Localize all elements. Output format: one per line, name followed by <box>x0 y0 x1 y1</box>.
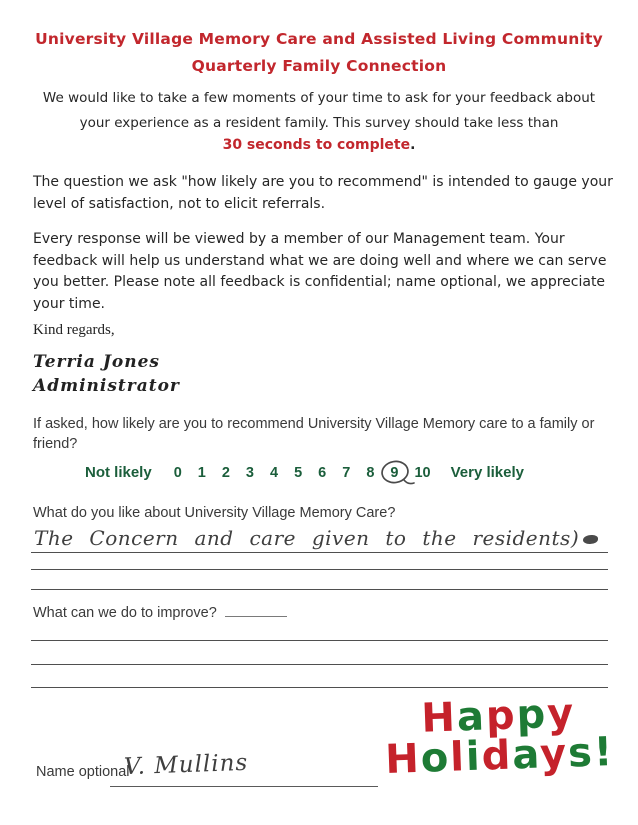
ink-blob <box>583 535 598 544</box>
scale-2: 2 <box>221 464 230 481</box>
answer-rule <box>31 569 608 570</box>
response-paragraph: Every response will be viewed by a member of our Management team. Your feedback will help us understand what we are doing well and where we can serve you better. Please note all feedback is confidential; name optional, we appreciate your time. <box>33 231 607 312</box>
answer-rule <box>31 687 608 688</box>
intro-highlight-text: 30 seconds to complete <box>222 137 411 153</box>
scale-4: 4 <box>270 464 279 481</box>
scale-8: 8 <box>366 464 375 481</box>
pen-circle-icon <box>379 458 415 490</box>
scale-high-label: Very likely <box>450 464 525 481</box>
holiday-letter: ! <box>593 729 615 776</box>
page-subtitle: Quarterly Family Connection <box>191 57 447 75</box>
holiday-letter: o <box>419 734 452 782</box>
holiday-letter: H <box>420 694 458 742</box>
improve-short-blank <box>225 603 287 617</box>
holiday-letter: d <box>480 732 514 780</box>
answer-rule <box>31 640 608 641</box>
scale-9-number: 9 <box>390 464 399 481</box>
scale-low-label: Not likely <box>85 464 152 481</box>
rating-scale <box>85 464 524 481</box>
holiday-letter: p <box>485 692 518 740</box>
scale-5: 5 <box>294 464 303 481</box>
name-signature: V. Mullins <box>123 749 249 781</box>
administrator-title: Administrator <box>33 376 180 396</box>
intro-paragraph: We would like to take a few moments of your time to ask for your feedback about your experience as a resident family. This survey should take less than <box>42 90 596 131</box>
answer-rule <box>31 589 608 590</box>
happy-holidays-art <box>367 689 632 782</box>
holiday-letter: p <box>515 691 548 739</box>
holiday-letter: l <box>449 734 467 781</box>
name-optional-label: Name optional <box>36 764 130 780</box>
improve-question-text: What can we do to improve? <box>33 605 217 621</box>
name-rule <box>110 786 378 787</box>
scale-6: 6 <box>318 464 327 481</box>
intro-highlight <box>0 137 638 153</box>
improve-question <box>33 603 287 623</box>
scale-3: 3 <box>245 464 254 481</box>
holiday-letter: a <box>456 693 487 741</box>
page-title: University Village Memory Care and Assisted Living Community <box>35 30 603 48</box>
administrator-name: Terria Jones <box>33 352 160 372</box>
scale-7: 7 <box>342 464 351 481</box>
answer-rule <box>31 664 608 665</box>
holiday-letter: H <box>384 735 422 783</box>
scale-0: 0 <box>173 464 182 481</box>
happy-holidays-line2 <box>368 729 631 782</box>
closing-salutation: Kind regards, <box>33 322 115 338</box>
scale-1: 1 <box>197 464 206 481</box>
holiday-letter: s <box>567 729 595 777</box>
holiday-letter: i <box>465 733 483 781</box>
holiday-letter: y <box>546 690 576 738</box>
answer-rule <box>31 552 608 553</box>
holiday-letter: y <box>539 730 569 778</box>
scale-10: 10 <box>414 464 431 481</box>
like-question: What do you like about University Village Memory Care? <box>33 505 396 521</box>
holiday-letter: a <box>511 731 541 779</box>
intro-highlight-period: . <box>410 137 416 153</box>
like-answer-text: The Concern and care given to the residents) <box>34 526 580 550</box>
recommend-question: If asked, how likely are you to recommend University Village Memory care to a family or friend? <box>33 416 595 452</box>
scale-9-selected <box>390 465 398 481</box>
like-answer-handwriting <box>34 526 594 550</box>
gauge-paragraph: The question we ask "how likely are you to recommend" is intended to gauge your level of satisfaction, not to elicit referrals. <box>33 174 613 212</box>
